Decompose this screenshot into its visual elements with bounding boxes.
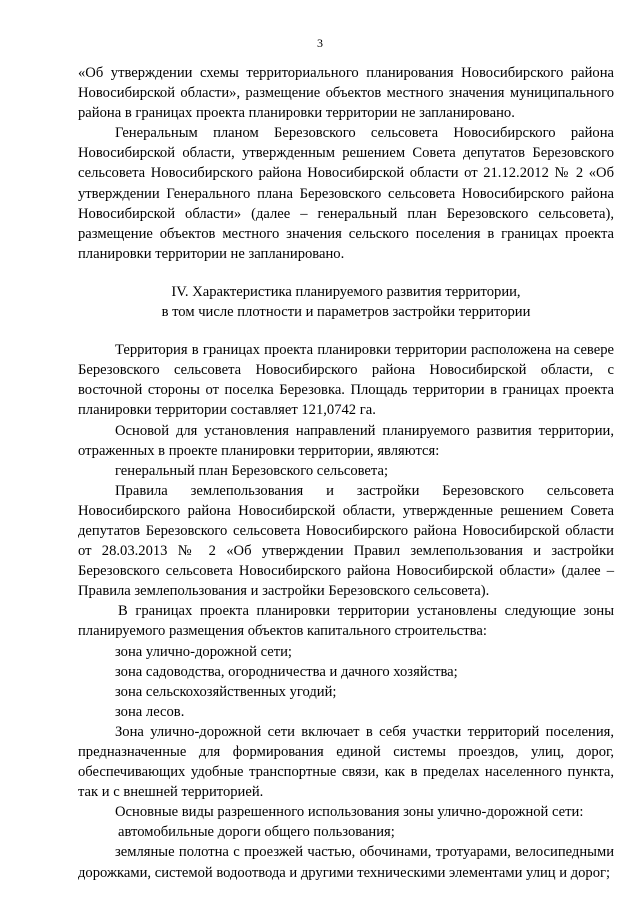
section-body <box>78 340 614 883</box>
document-body <box>78 63 614 883</box>
paragraph: «Об утверждении схемы территориального планирования Новосибирского района Новосибирской области», размещение объектов местного значения муниципального района в границах проекта планировки территории не запланировано. <box>78 65 614 122</box>
list-item: зона садоводства, огородничества и дачного хозяйства; <box>115 663 458 680</box>
list-item: автомобильные дороги общего пользования; <box>118 824 395 841</box>
section-heading-line: IV. Характеристика планируемого развития территории, <box>171 283 521 300</box>
list-item: зона лесов. <box>115 703 185 720</box>
list-item: Правила землепользования и застройки Березовского сельсовета Новосибирского района Новосибирской области, утвержденные решением Совета депутатов Березовского сельсовета Новосибирского района Новосибирской области от 28.03.2013 № 2 «Об утверждении Правил землепользования и застройки Березовского сельсовета Новосибирского района Новосибирской области» (далее – Правила землепользования и застройки Березовского сельсовета). <box>78 482 614 600</box>
list-item: зона сельскохозяйственных угодий; <box>115 683 337 700</box>
list-item: зона улично-дорожной сети; <box>115 643 292 660</box>
paragraph: Территория в границах проекта планировки территории расположена на севере Березовского сельсовета Новосибирского района Новосибирской области, с восточной стороны от поселка Березовка. Площадь территории в границах проекта планировки территории составляет 121,0742 га. <box>78 342 614 419</box>
section-heading-line: в том числе плотности и параметров застройки территории <box>161 304 531 321</box>
paragraph: Генеральным планом Березовского сельсовета Новосибирского района Новосибирской области, утвержденным решением Совета депутатов Березовского сельсовета Новосибирского района Новосибирской области от 21.12.2012 № 2 «Об утверждении Генерального плана Березовского сельсовета Новосибирского района Новосибирской области» (далее – генеральный план Березовского сельсовета), размещение объектов местного значения сельского поселения в границах проекта планировки территории не запланировано. <box>78 125 614 262</box>
paragraph: В границах проекта планировки территории установлены следующие зоны планируемого размещения объектов капитального строительства: <box>78 603 614 640</box>
paragraph: Зона улично-дорожной сети включает в себя участки территорий поселения, предназначенные для формирования единой системы проездов, улиц, дорог, обеспечивающих удобные транспортные связи, как в пределах населенного пункта, так и с внешней территорией. <box>78 723 614 801</box>
paragraph: Основой для установления направлений планируемого развития территории, отраженных в проекте планировки территории, являются: <box>78 422 614 459</box>
list-item: земляные полотна с проезжей частью, обочинами, тротуарами, велосипедными дорожками, системой водоотвода и другими техническими элементами улиц и дорог; <box>78 844 614 881</box>
section-heading <box>78 282 614 322</box>
page-number: 3 <box>317 36 323 50</box>
paragraph: Основные виды разрешенного использования зоны улично-дорожной сети: <box>115 804 584 821</box>
list-item: генеральный план Березовского сельсовета; <box>115 462 388 479</box>
